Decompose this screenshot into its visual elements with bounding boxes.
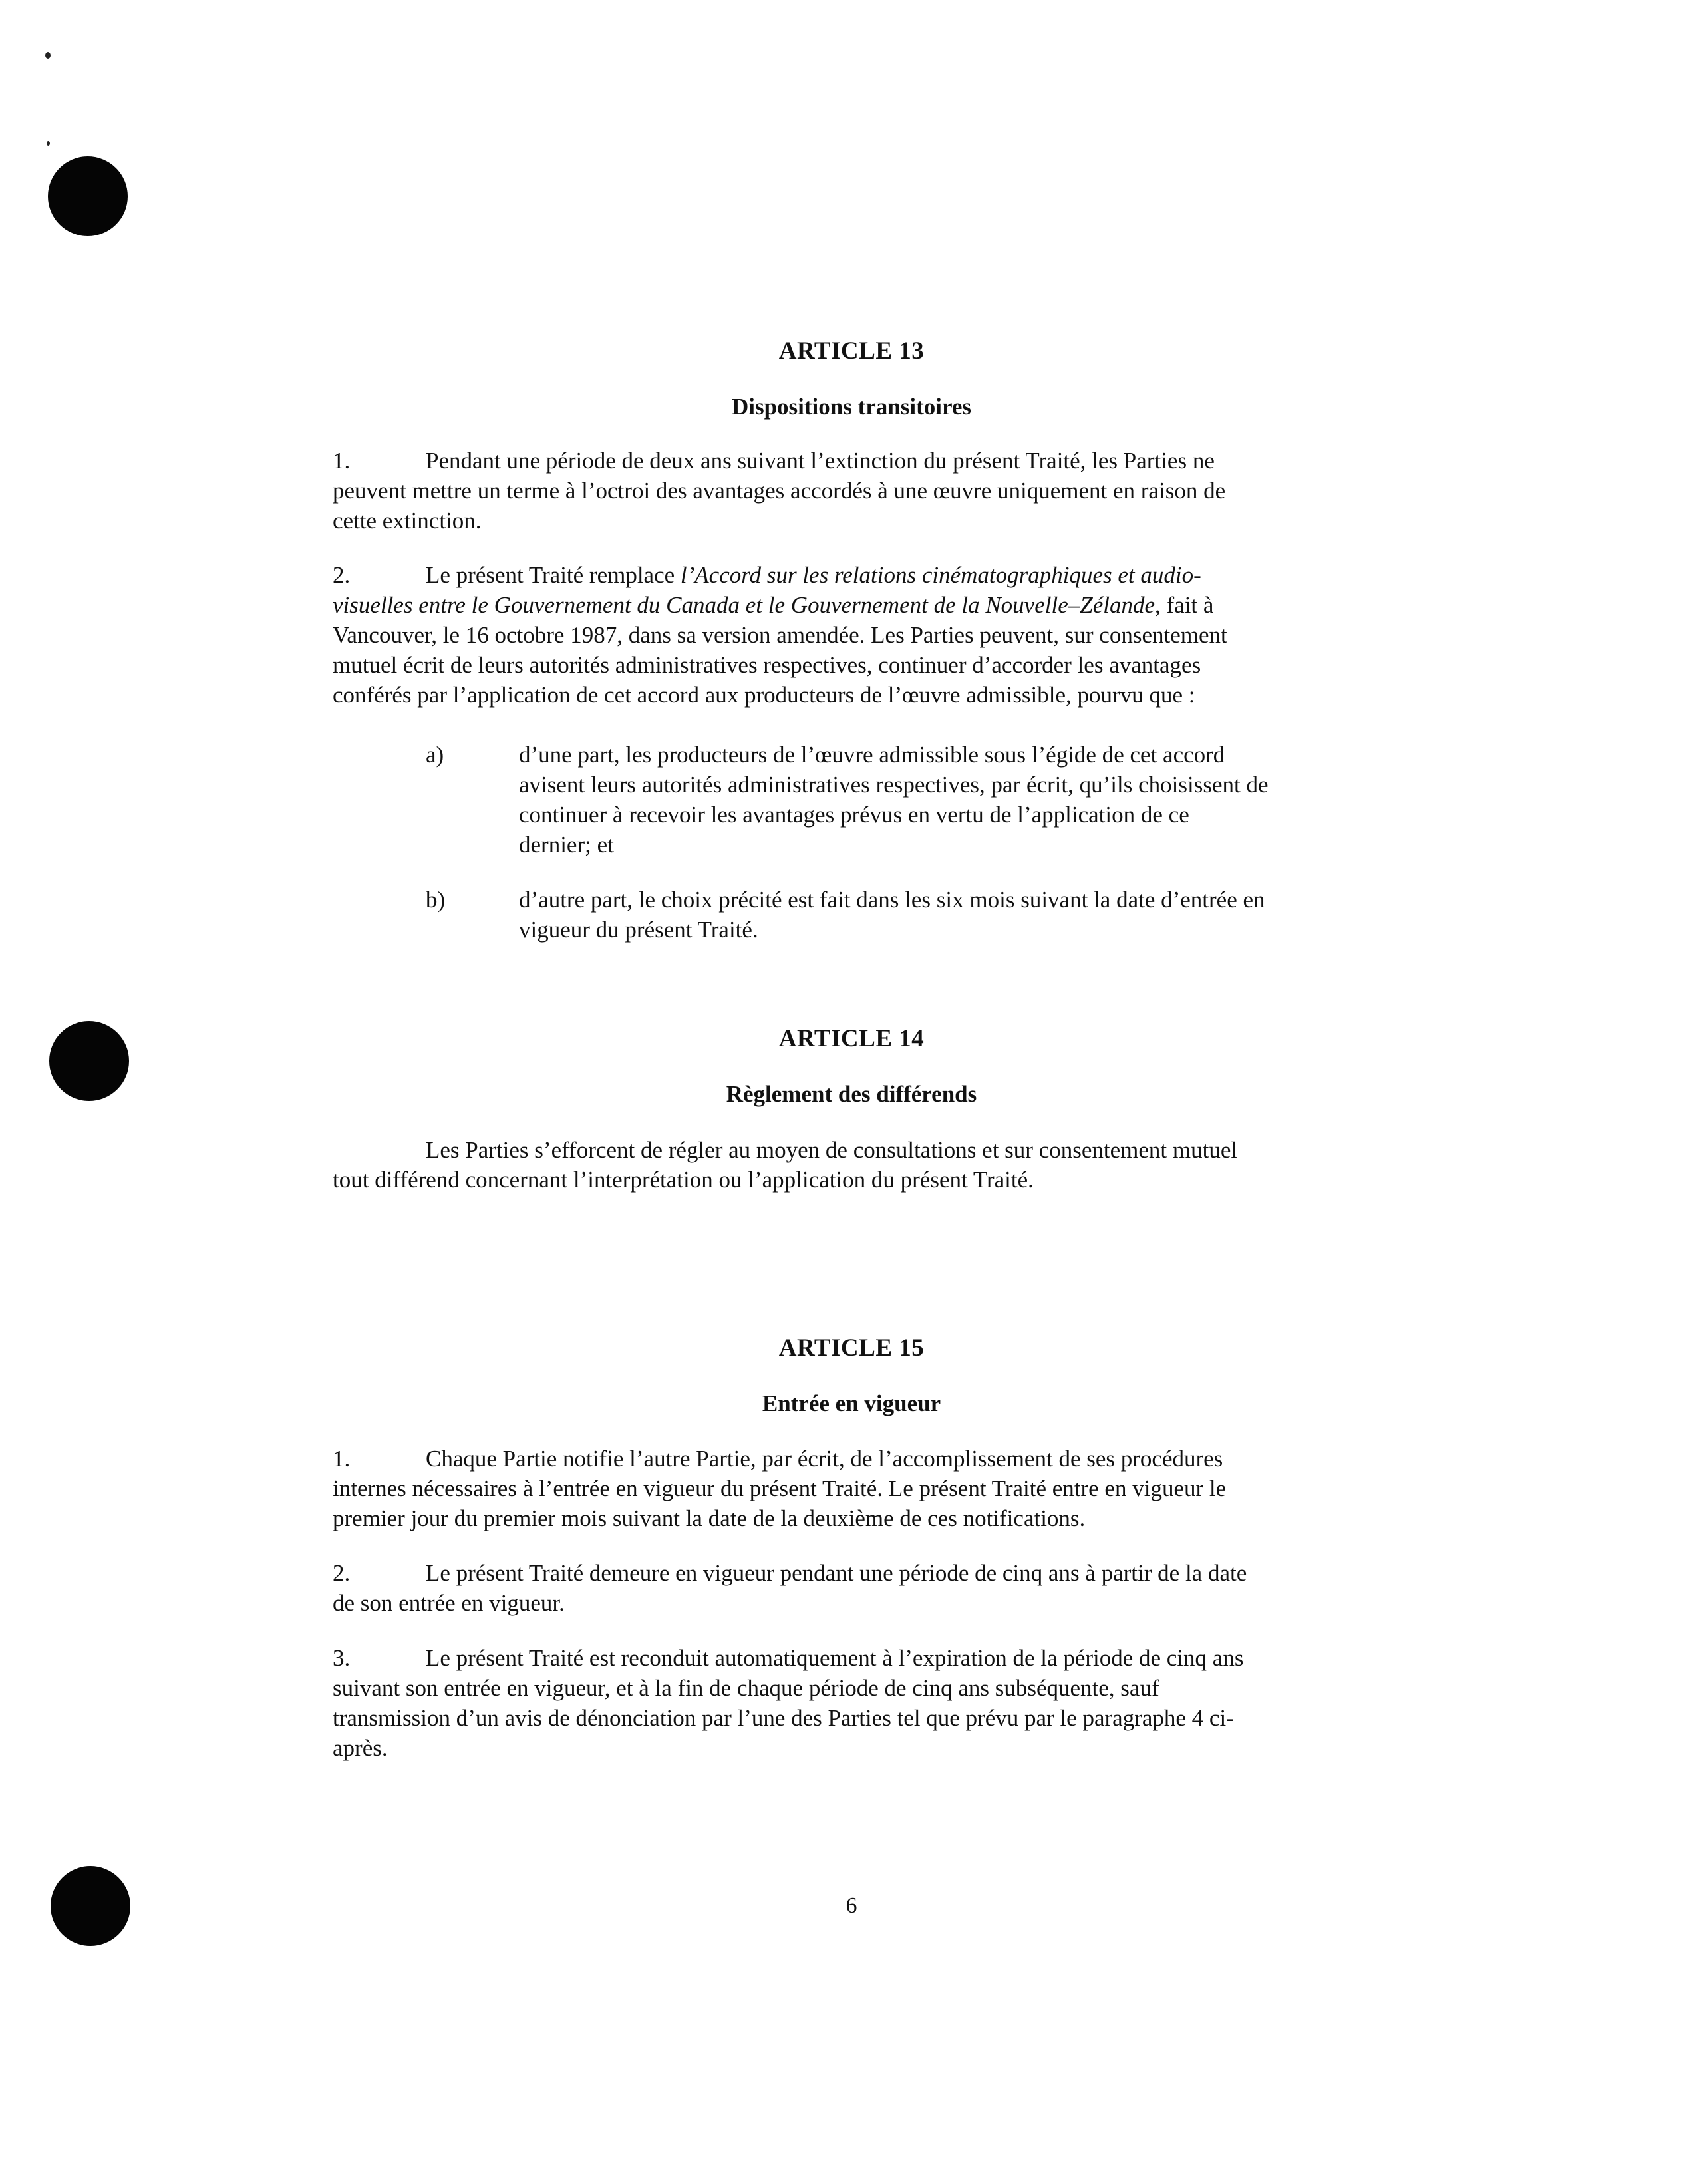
article-14-title: Règlement des différends: [726, 1081, 977, 1107]
item-label: b): [426, 887, 446, 913]
item-line: avisent leurs autorités administratives respectives, par écrit, qu’ils choisissent de: [519, 772, 1269, 798]
paragraph-line: mutuel écrit de leurs autorités administratives respectives, continuer d’accorder les avantages: [333, 652, 1201, 678]
item-label: a): [426, 742, 444, 768]
article-15-title: Entrée en vigueur: [762, 1390, 941, 1416]
paragraph-number: 1.: [333, 1446, 351, 1472]
paragraph-line: suivant son entrée en vigueur, et à la fin de chaque période de cinq ans subséquente, sauf: [333, 1675, 1159, 1701]
page-number: 6: [846, 1893, 857, 1918]
paragraph-line: Les Parties s’efforcent de régler au moyen de consultations et sur consentement mutuel: [426, 1137, 1238, 1163]
paragraph-line: conférés par l’application de cet accord aux producteurs de l’œuvre admissible, pourvu que :: [333, 682, 1195, 708]
item-line: continuer à recevoir les avantages prévus en vertu de l’application de ce: [519, 802, 1189, 828]
article-15-heading: ARTICLE 15: [778, 1334, 925, 1362]
paragraph-line: tout différend concernant l’interprétation ou l’application du présent Traité.: [333, 1167, 1034, 1193]
paragraph-number: 2.: [333, 1560, 351, 1586]
article-13-paragraph-1: [333, 446, 1370, 536]
punch-hole-middle: [49, 1021, 129, 1101]
paragraph-line: Le présent Traité demeure en vigueur pendant une période de cinq ans à partir de la date: [426, 1560, 1247, 1586]
paragraph-line: premier jour du premier mois suivant la date de la deuxième de ces notifications.: [333, 1505, 1086, 1531]
paragraph-number: 1.: [333, 448, 351, 474]
paragraph-line: Chaque Partie notifie l’autre Partie, par écrit, de l’accomplissement de ses procédures: [426, 1446, 1223, 1472]
article-14-paragraph: [333, 1135, 1370, 1195]
paragraph-line: après.: [333, 1735, 388, 1761]
item-line: vigueur du présent Traité.: [519, 917, 758, 943]
paragraph-line: cette extinction.: [333, 508, 482, 534]
article-15-paragraph-1: [333, 1444, 1370, 1533]
paragraph-line: transmission d’un avis de dénonciation par l’une des Parties tel que prévu par le paragraphe 4 ci-: [333, 1705, 1234, 1731]
article-13-paragraph-2: [333, 560, 1370, 710]
scan-speck: [47, 141, 50, 146]
article-13-heading: ARTICLE 13: [778, 337, 925, 365]
article-15-paragraph-2: [333, 1558, 1370, 1618]
accord-title-italic: visuelles entre le Gouvernement du Canada et le Gouvernement de la Nouvelle–Zélande: [333, 592, 1155, 618]
paragraph-text: Le présent Traité remplace: [426, 562, 681, 588]
paragraph-number: 3.: [333, 1645, 351, 1671]
paragraph-line: Vancouver, le 16 octobre 1987, dans sa version amendée. Les Parties peuvent, sur consentement: [333, 622, 1227, 648]
punch-hole-bottom: [51, 1866, 130, 1946]
article-14-heading: ARTICLE 14: [778, 1025, 925, 1052]
paragraph-text: , fait à: [1155, 592, 1214, 618]
scan-speck: [45, 52, 51, 59]
article-13-title: Dispositions transitoires: [731, 394, 972, 420]
paragraph-line: peuvent mettre un terme à l’octroi des avantages accordés à une œuvre uniquement en raison de: [333, 478, 1226, 504]
item-line: dernier; et: [519, 832, 614, 858]
item-line: d’une part, les producteurs de l’œuvre admissible sous l’égide de cet accord: [519, 742, 1225, 768]
punch-hole-top: [48, 156, 128, 236]
paragraph-line: Le présent Traité est reconduit automatiquement à l’expiration de la période de cinq ans: [426, 1645, 1244, 1671]
paragraph-number: 2.: [333, 562, 351, 588]
article-15-paragraph-3: [333, 1643, 1370, 1763]
paragraph-line: de son entrée en vigueur.: [333, 1590, 565, 1616]
accord-title-italic: l’Accord sur les relations cinématographiques et audio-: [680, 562, 1201, 588]
item-line: d’autre part, le choix précité est fait dans les six mois suivant la date d’entrée en: [519, 887, 1265, 913]
paragraph-line: Pendant une période de deux ans suivant l’extinction du présent Traité, les Parties ne: [426, 448, 1215, 474]
paragraph-line: internes nécessaires à l’entrée en vigueur du présent Traité. Le présent Traité entre en vigueur le: [333, 1476, 1227, 1501]
